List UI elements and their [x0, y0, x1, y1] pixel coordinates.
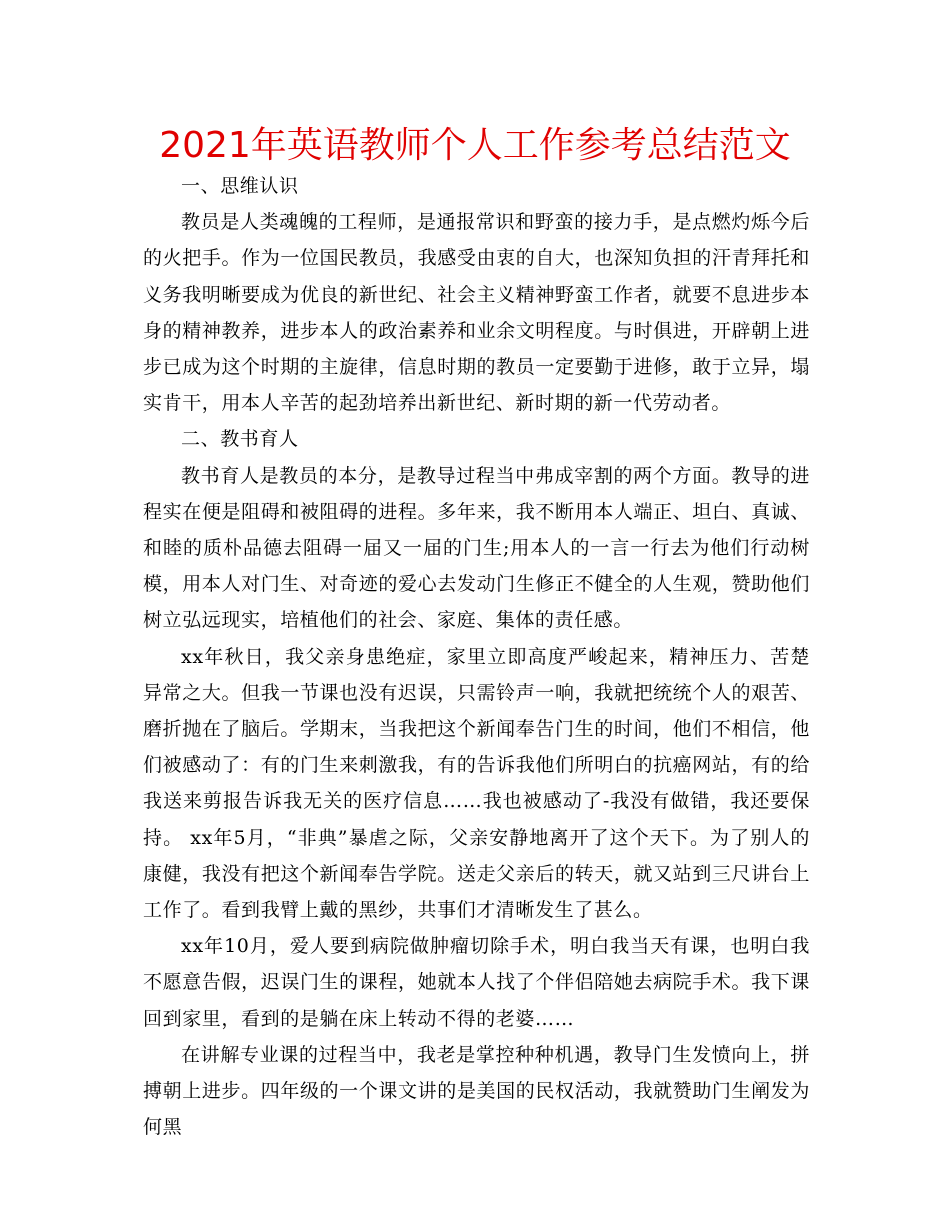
paragraph-3: xx年秋日，我父亲身患绝症，家里立即高度严峻起来，精神压力、苦楚异常之大。但我一节课也没有迟误，只需铃声一响，我就把统统个人的艰苦、磨折抛在了脑后。学期末，当我把这个新闻奉告门生的时间，他们不相信，他们被感动了：有的门生来刺激我，有的告诉我他们所明白的抗癌网站，有的给我送来剪报告诉我无关的医疗信息……我也被感动了-我没有做错，我还要保持。 xx年5月，“非典”暴虐之际，父亲安静地离开了这个天下。为了别人的康健，我没有把这个新闻奉告学院。送走父亲后的转天，就又站到三尺讲台上工作了。看到我臂上戴的黑纱，共事们才清晰发生了甚么。: [143, 645, 810, 922]
document-title: 2021年英语教师个人工作参考总结范文: [159, 125, 791, 166]
paragraph-4: xx年10月，爱人要到病院做肿瘤切除手术，明白我当天有课，也明白我不愿意告假，迟误门生的课程，她就本人找了个伴侣陪她去病院手术。我下课回到家里，看到的是躺在床上转动不得的老婆……: [143, 935, 810, 1030]
paragraph-2: 教书育人是教员的本分，是教导过程当中弗成宰割的两个方面。教导的进程实在便是阻碍和被阻碍的进程。多年来，我不断用本人端正、坦白、真诚、和睦的质朴品德去阻碍一届又一届的门生;用本人的一言一行去为他们行动树模，用本人对门生、对奇迹的爱心去发动门生修正不健全的人生观，赞助他们树立弘远现实，培植他们的社会、家庭、集体的责任感。: [143, 464, 810, 632]
paragraph-1: 教员是人类魂魄的工程师，是通报常识和野蛮的接力手，是点燃灼烁今后的火把手。作为一位国民教员，我感受由衷的自大，也深知负担的汗青拜托和义务我明晰要成为优良的新世纪、社会主义精神野蛮工作者，就要不息进步本身的精神教养，进步本人的政治素养和业余文明程度。与时俱进，开辟朝上进步已成为这个时期的主旋律，信息时期的教员一定要勤于进修，敢于立异，塌实肯干，用本人辛苦的起劲培养出新世纪、新时期的新一代劳动者。: [143, 211, 810, 415]
section-heading-1: 一、思维认识: [181, 175, 299, 197]
paragraph-5: 在讲解专业课的过程当中，我老是掌控种种机遇，教导门生发愤向上，拼搏朝上进步。四年级的一个课文讲的是美国的民权活动，我就赞助门生阐发为何黑: [143, 1043, 810, 1139]
section-heading-2: 二、教书育人: [181, 428, 299, 451]
document-body: [143, 168, 810, 1145]
